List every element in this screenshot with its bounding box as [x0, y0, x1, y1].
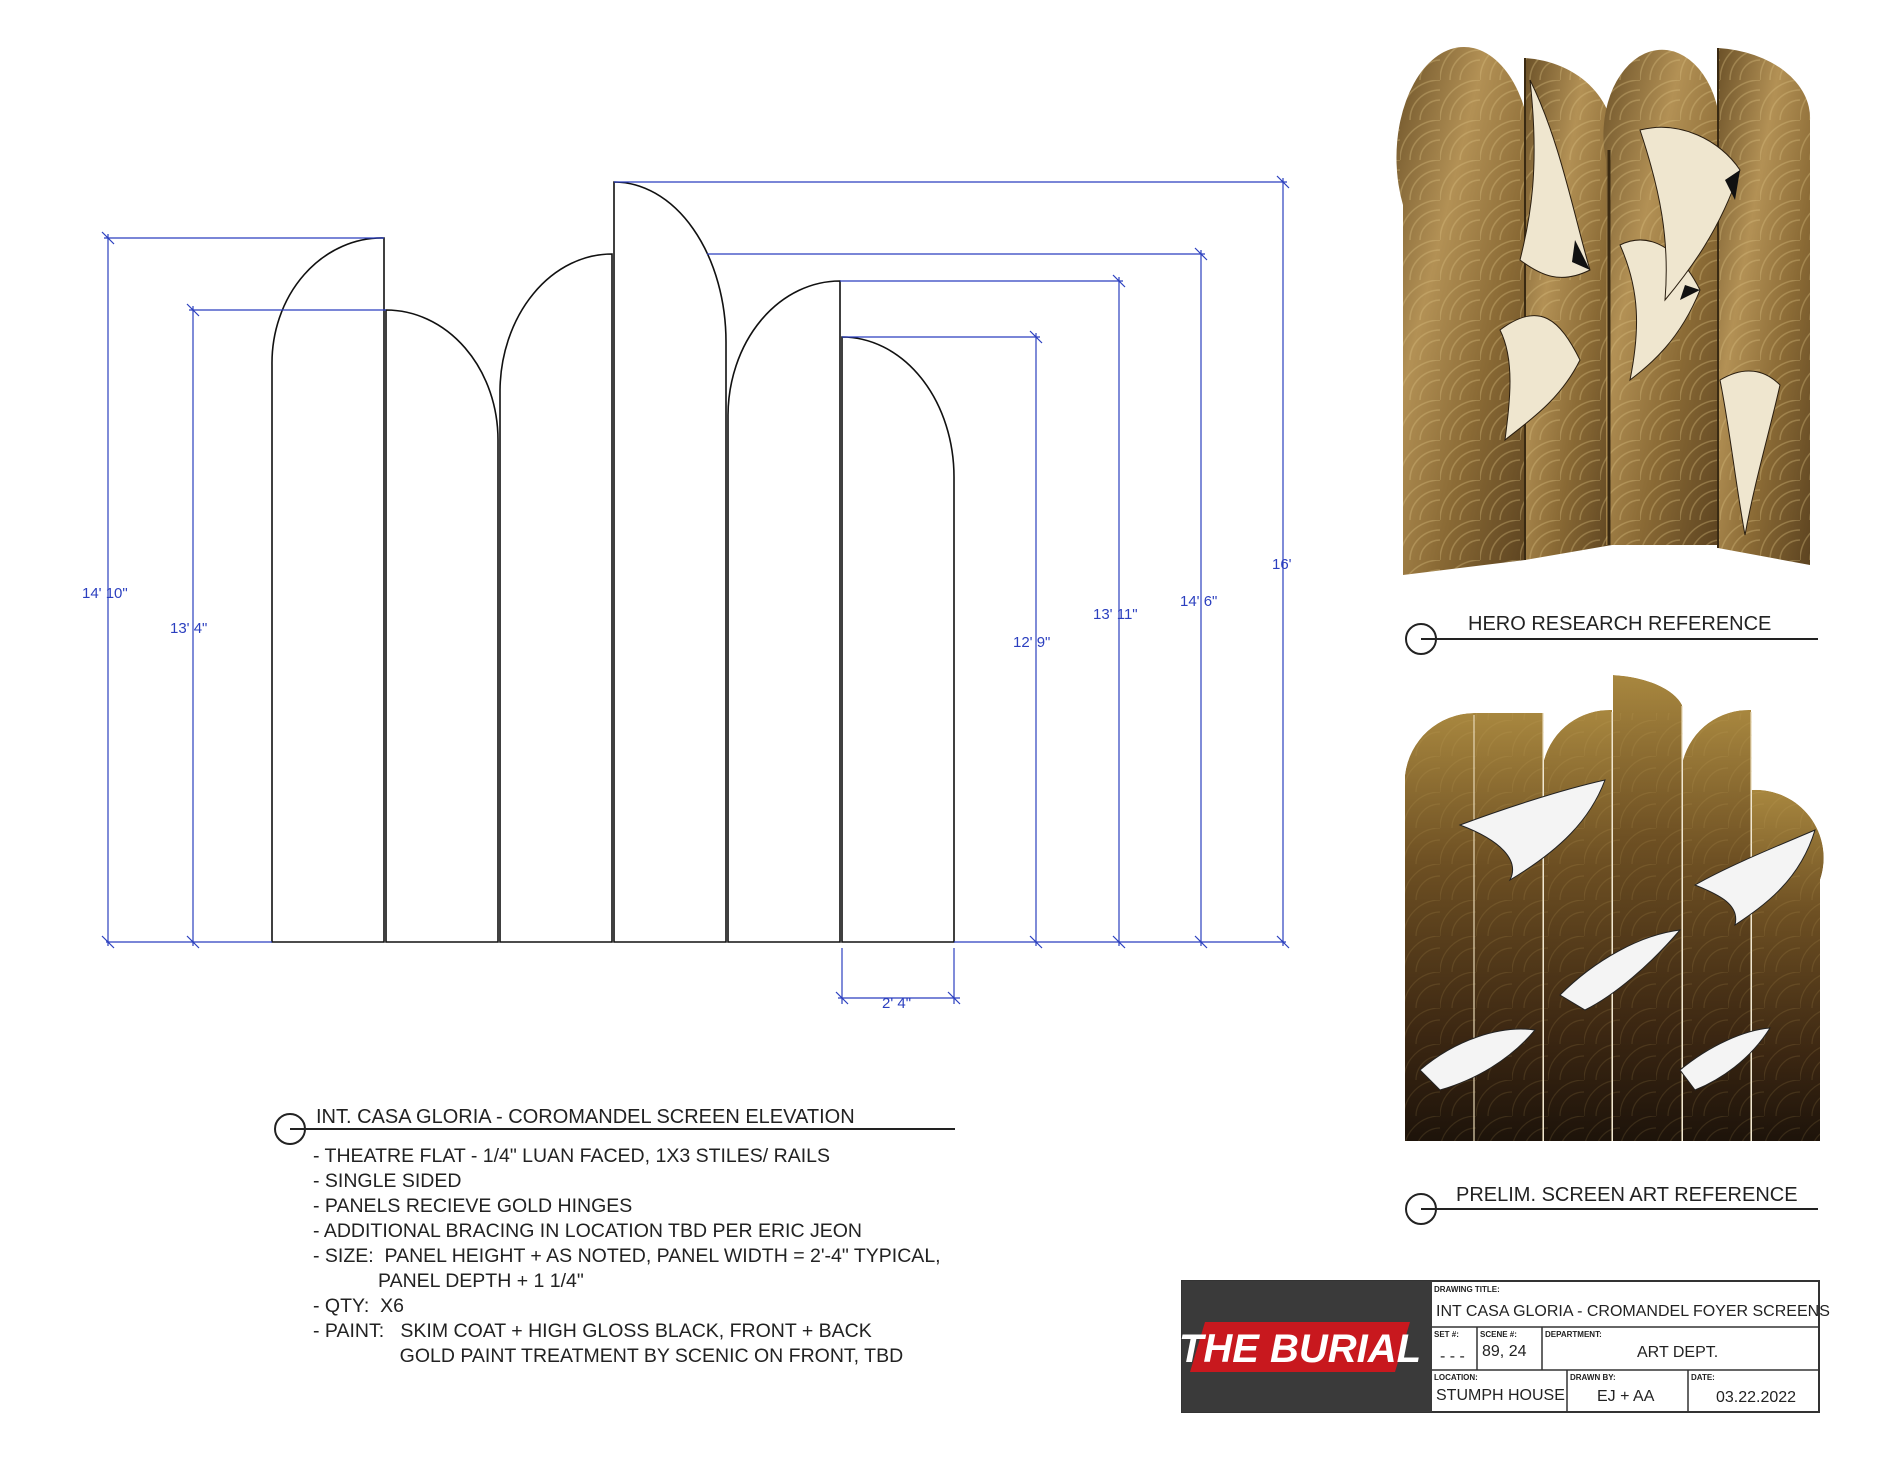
screen-panels	[272, 182, 954, 942]
hero-reference-image	[1396, 47, 1810, 575]
panel-2	[386, 310, 498, 942]
drawing-title-value: INT CASA GLORIA - CROMANDEL FOYER SCREENS	[1436, 1303, 1830, 1320]
dim-label-width: 2' 4"	[882, 995, 912, 1012]
prelim-reference-marker	[1406, 1184, 1818, 1224]
dim-label-panel4: 13' 11"	[1093, 606, 1138, 623]
location-label: LOCATION:	[1434, 1373, 1478, 1382]
prelim-reference-label: PRELIM. SCREEN ART REFERENCE	[1456, 1184, 1798, 1206]
dim-label-panel3: 12' 9"	[1013, 634, 1051, 651]
dim-label-panel2: 13' 4"	[170, 620, 208, 637]
note-line: GOLD PAINT TREATMENT BY SCENIC ON FRONT, TBD	[313, 1345, 904, 1367]
dim-label-panel6: 16'	[1272, 556, 1292, 573]
note-line: - PANELS RECIEVE GOLD HINGES	[313, 1195, 633, 1217]
panel-6	[842, 337, 954, 942]
set-label: SET #:	[1434, 1330, 1459, 1339]
date-label: DATE:	[1691, 1373, 1715, 1382]
panel-1	[272, 238, 384, 942]
note-line: - PAINT: SKIM COAT + HIGH GLOSS BLACK, FRONT + BACK	[313, 1320, 872, 1342]
svg-text:THE BURIAL: THE BURIAL	[1178, 1327, 1422, 1371]
drawn-by-value: EJ + AA	[1597, 1388, 1655, 1405]
note-line: - THEATRE FLAT - 1/4" LUAN FACED, 1X3 STILES/ RAILS	[313, 1145, 830, 1167]
elevation-title-marker	[275, 1106, 955, 1144]
title-block	[1179, 1281, 1830, 1412]
department-value: ART DEPT.	[1637, 1344, 1719, 1361]
note-line: PANEL DEPTH + 1 1/4"	[313, 1270, 584, 1292]
dim-label-panel1: 14' 10"	[82, 585, 128, 602]
dim-label-panel5: 14' 6"	[1180, 593, 1218, 610]
scene-label: SCENE #:	[1480, 1330, 1517, 1339]
set-value: - - -	[1440, 1348, 1465, 1365]
panel-4	[614, 182, 726, 942]
elevation-title: INT. CASA GLORIA - COROMANDEL SCREEN ELEVATION	[316, 1106, 855, 1128]
scene-value: 89, 24	[1482, 1343, 1527, 1360]
note-line: - ADDITIONAL BRACING IN LOCATION TBD PER ERIC JEON	[313, 1220, 862, 1242]
location-value: STUMPH HOUSE	[1436, 1387, 1565, 1404]
note-line: - SINGLE SIDED	[313, 1170, 462, 1192]
date-value: 03.22.2022	[1716, 1389, 1797, 1406]
drawn-by-label: DRAWN BY:	[1570, 1373, 1616, 1382]
panel-3	[500, 254, 612, 942]
hero-reference-marker	[1406, 613, 1818, 654]
note-line: - QTY: X6	[313, 1295, 405, 1317]
department-label: DEPARTMENT:	[1545, 1330, 1602, 1339]
the-burial-logo	[1179, 1322, 1421, 1372]
prelim-reference-image	[1405, 660, 1830, 1141]
note-line: - SIZE: PANEL HEIGHT + AS NOTED, PANEL WIDTH = 2'-4" TYPICAL,	[313, 1245, 941, 1267]
drawing-title-label: DRAWING TITLE:	[1434, 1285, 1500, 1294]
hero-reference-label: HERO RESEARCH REFERENCE	[1468, 613, 1772, 635]
panel-5	[728, 281, 840, 942]
